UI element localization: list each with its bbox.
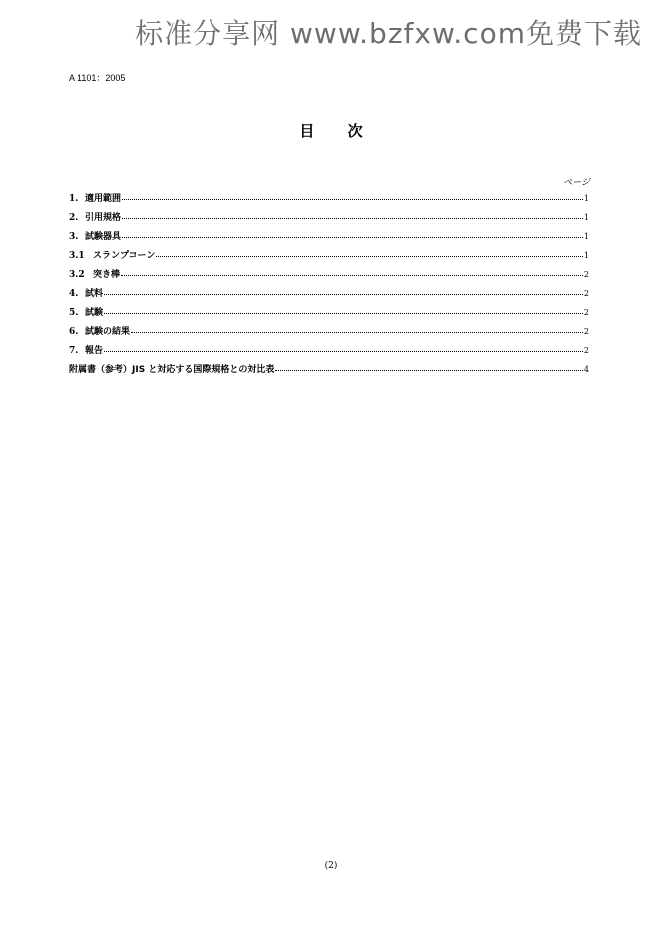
toc-entry-title: 試験器具 xyxy=(85,232,122,242)
toc-dot-leader xyxy=(104,351,583,352)
toc-entry-number: 3.2 xyxy=(69,270,85,280)
toc-entry-5[interactable] xyxy=(69,305,589,324)
toc-dot-leader xyxy=(121,275,583,276)
toc-entry-number: 2. xyxy=(69,213,79,223)
toc-entry-title: 突き棒 xyxy=(93,270,121,280)
toc-dot-leader xyxy=(156,256,583,257)
toc-entry-number: 3. xyxy=(69,232,79,242)
toc-dot-leader xyxy=(122,218,583,219)
toc-entry-page: 1 xyxy=(583,194,589,203)
toc-entry-number: 7. xyxy=(69,346,79,356)
toc-entry-annex[interactable] xyxy=(69,362,589,381)
toc-dot-leader xyxy=(104,294,583,295)
toc-entry-number: 6. xyxy=(69,327,79,337)
toc-entry-title: 試験の結果 xyxy=(85,327,131,337)
toc-entry-title: スランプコーン xyxy=(93,251,156,261)
toc-entry-title: 報告 xyxy=(85,346,104,356)
toc-entry-page: 2 xyxy=(583,289,589,298)
toc-dot-leader xyxy=(131,332,583,333)
page-number: (2) xyxy=(324,861,338,871)
watermark-banner: 标准分享网 www.bzfxw.com免费下载 xyxy=(135,17,642,50)
toc-entry-page: 2 xyxy=(583,327,589,336)
toc-dot-leader xyxy=(122,237,583,238)
toc-dot-leader xyxy=(122,199,583,200)
toc-entry-page: 2 xyxy=(583,308,589,317)
toc-entry-3-2[interactable] xyxy=(69,267,589,286)
toc-entry-page: 2 xyxy=(583,346,589,355)
toc-entry-7[interactable] xyxy=(69,343,589,362)
toc-entry-page: 1 xyxy=(583,251,589,260)
toc-entry-page: 2 xyxy=(583,270,589,279)
toc-title: 目 次 xyxy=(299,122,377,140)
toc-entry-1[interactable] xyxy=(69,191,589,210)
toc-dot-leader xyxy=(275,370,583,371)
toc-entry-title: 試験 xyxy=(85,308,104,318)
toc-entry-title: 試料 xyxy=(85,289,104,299)
toc-entry-number: 1. xyxy=(69,194,79,204)
toc-entry-2[interactable] xyxy=(69,210,589,229)
toc-entry-title: 附属書（参考）JIS と対応する国際規格との対比表 xyxy=(69,365,275,375)
toc-entry-title: 引用規格 xyxy=(85,213,122,223)
toc-entry-number: 3.1 xyxy=(69,251,85,261)
toc-entry-4[interactable] xyxy=(69,286,589,305)
toc-entry-page: 1 xyxy=(583,232,589,241)
table-of-contents xyxy=(69,191,589,381)
toc-entry-page: 1 xyxy=(583,213,589,222)
toc-entry-page: 4 xyxy=(583,365,589,374)
toc-entry-title: 適用範囲 xyxy=(85,194,122,204)
document-code: A 1101：2005 xyxy=(69,73,126,83)
toc-page-column-label: ページ xyxy=(563,178,590,188)
toc-entry-3-1[interactable] xyxy=(69,248,589,267)
toc-entry-number: 5. xyxy=(69,308,79,318)
toc-entry-number: 4. xyxy=(69,289,79,299)
toc-entry-3[interactable] xyxy=(69,229,589,248)
toc-dot-leader xyxy=(104,313,583,314)
toc-entry-6[interactable] xyxy=(69,324,589,343)
